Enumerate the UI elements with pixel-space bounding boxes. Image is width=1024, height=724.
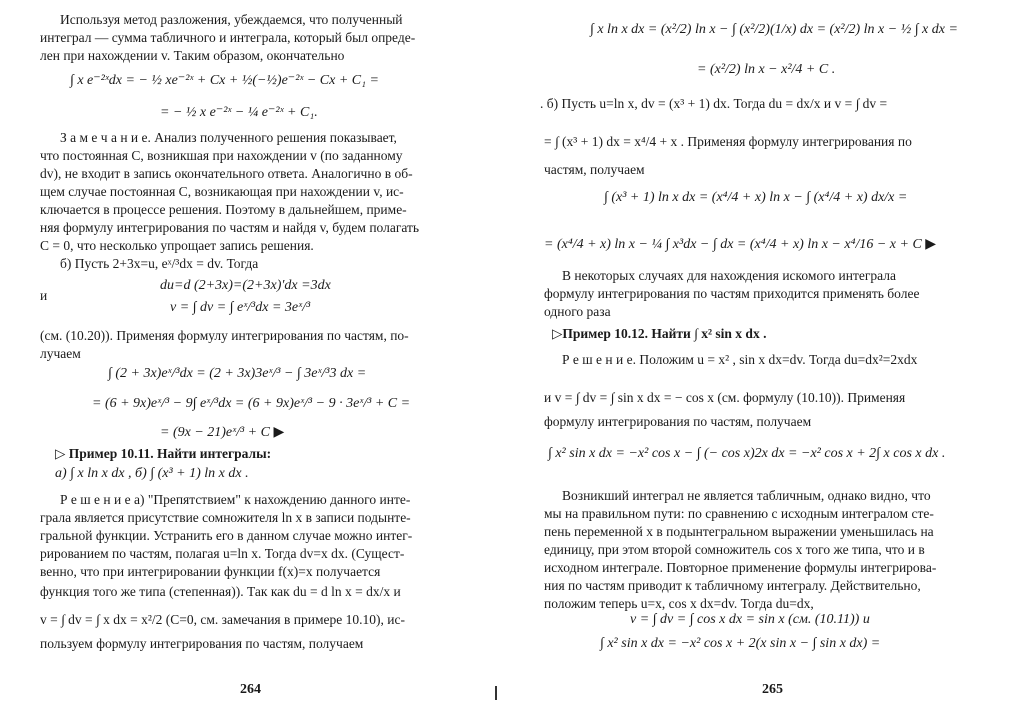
text-line: положим теперь u=x, cos x dx=dv. Тогда du=dx,	[544, 596, 814, 611]
text-line: мы на правильном пути: по сравнению с исходным интегралом сте-	[544, 506, 934, 521]
text-line: В некоторых случаях для нахождения искомого интеграла	[562, 268, 896, 283]
example-heading: ▷ Пример 10.11. Найти интегралы:	[55, 446, 272, 461]
text-line: исходном интеграле. Повторное применение формулы интегрирова-	[544, 560, 937, 575]
text-line: Возникший интеграл не является табличным, однако видно, что	[562, 488, 931, 503]
text-line: Р е ш е н и е а) "Препятствием" к нахождению данного инте-	[60, 492, 411, 507]
text-line: единицу, при этом второй сомножитель cos x того же типа, что и в	[544, 542, 925, 557]
page-number: 265	[762, 682, 783, 697]
text-line: функция того же типа (степенная)). Так как du = d ln x = dx/x и	[40, 584, 401, 599]
formula: = − ½ x e⁻²ˣ − ¼ e⁻²ˣ + C₁.	[160, 105, 318, 120]
text-line: гральной функции. Устранить его в данном случае можно интег-	[40, 528, 413, 543]
text-line: б) Пусть 2+3x=u, eˣ/³dx = dv. Тогда	[60, 256, 259, 271]
text-line: и v = ∫ dv = ∫ sin x dx = − cos x (см. формулу (10.10)). Применяя	[544, 390, 906, 405]
text-line: формулу интегрирования по частям, получаем	[544, 414, 812, 429]
text-line: частям, получаем	[544, 162, 645, 177]
formula: du=d (2+3x)=(2+3x)′dx =3dx	[160, 278, 331, 293]
text-line: венно, что при интегрировании функции f(x)=x получается	[40, 564, 381, 579]
formula: = (x²/2) ln x − x²/4 + C .	[697, 62, 836, 77]
formula: ∫ (2 + 3x)eˣ/³dx = (2 + 3x)3eˣ/³ − ∫ 3eˣ/³3 dx =	[108, 366, 367, 381]
formula: = (x⁴/4 + x) ln x − ¼ ∫ x³dx − ∫ dx = (x⁴/4 + x) ln x − x⁴/16 − x + C ▶	[544, 237, 937, 252]
text-line: формулу интегрирования по частям приходится применять более	[544, 286, 920, 301]
text-line: (см. (10.20)). Применяя формулу интегрирования по частям, по-	[40, 328, 409, 343]
text-line: и	[40, 288, 48, 303]
text-line: . б) Пусть u=ln x, dv = (x³ + 1) dx. Тогда du = dx/x и v = ∫ dv =	[540, 96, 888, 111]
text-line: ключается в процессе решения. Поэтому в дальнейшем, приме-	[40, 202, 407, 217]
formula: ∫ (x³ + 1) ln x dx = (x⁴/4 + x) ln x − ∫ (x⁴/4 + x) dx/x =	[604, 190, 908, 205]
right-page	[512, 0, 1024, 724]
formula: ∫ x e⁻²ˣdx = − ½ xe⁻²ˣ + Cx + ½(−½)e⁻²ˣ − Cx + C₁ =	[70, 73, 379, 88]
text-line: няя формулу интегрирования по частям и найдя v, будем полагать	[40, 220, 420, 235]
text-line: одного раза	[544, 304, 611, 319]
text-line: лучаем	[40, 346, 81, 361]
formula: = (9x − 21)eˣ/³ + C ▶	[160, 425, 285, 440]
text-line: пень переменной x в подынтегральном выражении уменьшилась на	[544, 524, 934, 539]
text-line: грала является присутствие сомножителя ln x в записи подынте-	[40, 510, 411, 525]
text-line: C = 0, что несколько упрощает запись решения.	[40, 238, 314, 253]
formula: v = ∫ dv = ∫ cos x dx = sin x (см. (10.11)) и	[630, 612, 870, 627]
text-line: щем случае постоянная C, возникающая при нахождении v, ис-	[40, 184, 404, 199]
text-line: v = ∫ dv = ∫ x dx = x²/2 (C=0, см. замечания в примере 10.10), ис-	[40, 612, 405, 627]
text-line: = ∫ (x³ + 1) dx = x⁴/4 + x . Применяя формулу интегрирования по	[544, 134, 912, 149]
text-line: Используя метод разложения, убеждаемся, что полученный	[60, 12, 403, 27]
text-line: Р е ш е н и е. Положим u = x² , sin x dx=dv. Тогда du=dx²=2xdx	[562, 352, 918, 367]
text-line: рированием по частям, полагая u=ln x. Тогда dv=x dx. (Сущест-	[40, 546, 405, 561]
text-line: dv), не входит в запись окончательного ответа. Аналогично в об-	[40, 166, 413, 181]
text-line: ния по частям приводит к табличному интегралу. Действительно,	[544, 578, 921, 593]
formula: ∫ x² sin x dx = −x² cos x − ∫ (− cos x)2x dx = −x² cos x + 2∫ x cos x dx .	[548, 446, 946, 461]
formula: а) ∫ x ln x dx , б) ∫ (x³ + 1) ln x dx .	[55, 466, 249, 481]
text-line: З а м е ч а н и е. Анализ полученного решения показывает,	[60, 130, 397, 145]
text-line: что постоянная C, возникшая при нахождении v (по заданному	[40, 148, 403, 163]
example-heading: ▷Пример 10.12. Найти ∫ x² sin x dx .	[552, 326, 767, 341]
formula: v = ∫ dv = ∫ eˣ/³dx = 3eˣ/³	[170, 300, 311, 315]
formula: ∫ x ln x dx = (x²/2) ln x − ∫ (x²/2)(1/x) dx = (x²/2) ln x − ½ ∫ x dx =	[590, 22, 958, 37]
text-line: интеграл — сумма табличного и интеграла, который был опреде-	[40, 30, 416, 45]
page-divider	[495, 686, 497, 700]
formula: = (6 + 9x)eˣ/³ − 9∫ eˣ/³dx = (6 + 9x)eˣ/³ − 9 · 3eˣ/³ + C =	[92, 396, 411, 411]
text-line: лен при нахождении v. Таким образом, окончательно	[40, 48, 345, 63]
formula: ∫ x² sin x dx = −x² cos x + 2(x sin x − ∫ sin x dx) =	[600, 636, 881, 651]
page-number: 264	[240, 682, 261, 697]
text-line: пользуем формулу интегрирования по частям, получаем	[40, 636, 364, 651]
